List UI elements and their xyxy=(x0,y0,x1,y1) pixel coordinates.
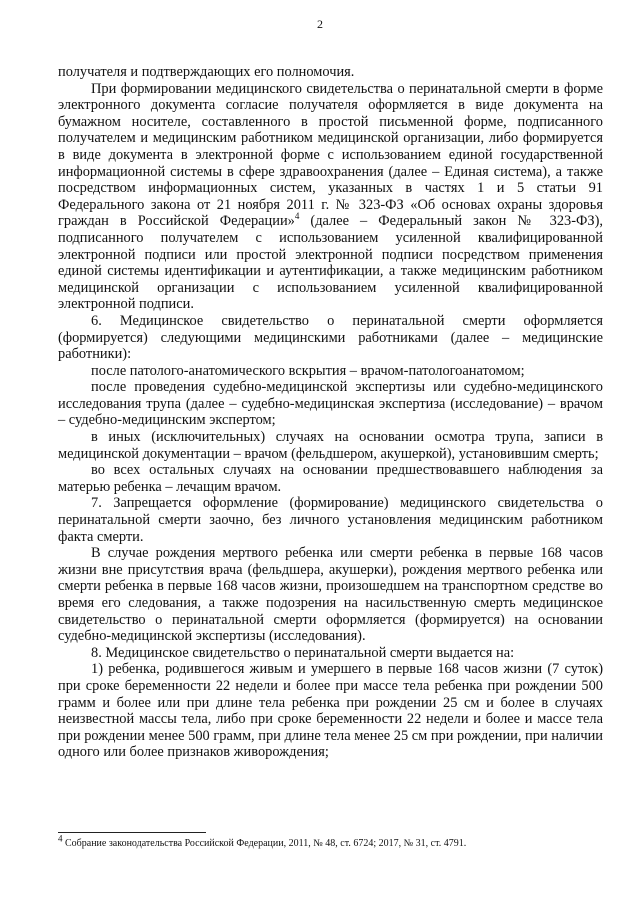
paragraph-item-6: 6. Медицинское свидетельство о перинатальной смерти оформляется (формируется) следующими медицинскими работниками (далее – медицинские работники): xyxy=(58,312,603,363)
paragraph-text: При формировании медицинского свидетельства о перинатальной смерти в форме электронного документа согласие получателя оформляется в виде документа на бумажном носителе, составленного в простой письменной форме, подписанного получателем и медицинским работником медицинской организации, либо формируется в виде документа в электронной форме с использованием единой государственной информационной системы в сфере здравоохранения (далее – Единая система), а также посредством информационных систем, указанных в частях 1 и 5 статьи 91 Федерального закона от 21 ноября 2011 г. № 323-ФЗ «Об основах охраны здоровья граждан в Российской Федерации» xyxy=(58,80,603,230)
footnote-divider xyxy=(58,832,206,833)
paragraph-text-after: (далее – Федеральный закон № 323-ФЗ), подписанного получателем с использованием усиленной квалифицированной электронной подписи или простой электронной подписи посредством применения единой системы идентификации и аутентификации, а также медицинским работником медицинской организации с использованием усиленной квалифицированной электронной подписи. xyxy=(58,213,603,313)
footnote-number: 4 xyxy=(58,833,63,844)
paragraph-item-6-exceptional: в иных (исключительных) случаях на основании осмотра трупа, записи в медицинской документации – врачом (фельдшером, акушеркой), установившим смерть; xyxy=(58,429,603,462)
document-body xyxy=(58,64,603,761)
paragraph-item-8: 8. Медицинское свидетельство о перинатальной смерти выдается на: xyxy=(91,644,515,661)
paragraph-item-6-autopsy: после патолого-анатомического вскрытия – врачом-патологоанатомом; xyxy=(91,362,525,379)
footnote-ref: 4 xyxy=(294,211,300,222)
paragraph-item-6-forensic: после проведения судебно-медицинской экспертизы или судебно-медицинского исследования трупа (далее – судебно-медицинская экспертиза (исследование) – врачом – судебно-медицинским экспертом; xyxy=(58,379,603,429)
page-number: 2 xyxy=(317,17,323,31)
paragraph-item-6-other: во всех остальных случаях на основании предшествовавшего наблюдения за матерью ребенка – лечащим врачом. xyxy=(58,462,603,495)
paragraph-continuation: получателя и подтверждающих его полномочия. xyxy=(58,64,355,80)
paragraph-electronic-consent xyxy=(58,81,603,313)
paragraph-item-7-cases: В случае рождения мертвого ребенка или смерти ребенка в первые 168 часов жизни вне присутствия врача (фельдшера, акушерки), рождения мертвого ребенка или смерти ребенка в первые 168 часов жизни, произошедшем на транспортном средстве во время его следования, а также подозрения на насильственную смерть медицинское свидетельство о перинатальной смерти оформляется (формируется) на основании судебно-медицинской экспертизы (исследования). xyxy=(58,545,603,645)
paragraph-item-7: 7. Запрещается оформление (формирование) медицинского свидетельства о перинатальной смерти заочно, без личного установления медицинским работником факта смерти. xyxy=(58,495,603,545)
paragraph-item-8-1: 1) ребенка, родившегося живым и умершего в первые 168 часов жизни (7 суток) при сроке беременности 22 недели и более при массе тела ребенка при рождении 500 грамм и более или при длине тела ребенка при рождении 25 см и более в случаях неизвестной массы тела, либо при сроке беременности 22 недели и более и массе тела при рождении менее 500 грамм, при длине тела менее 25 см при рождении, при наличии одного или более признаков живорождения; xyxy=(58,661,603,761)
footnote xyxy=(58,833,603,850)
footnote-text: Собрание законодательства Российской Федерации, 2011, № 48, ст. 6724; 2017, № 31, ст. 4791. xyxy=(62,838,467,849)
